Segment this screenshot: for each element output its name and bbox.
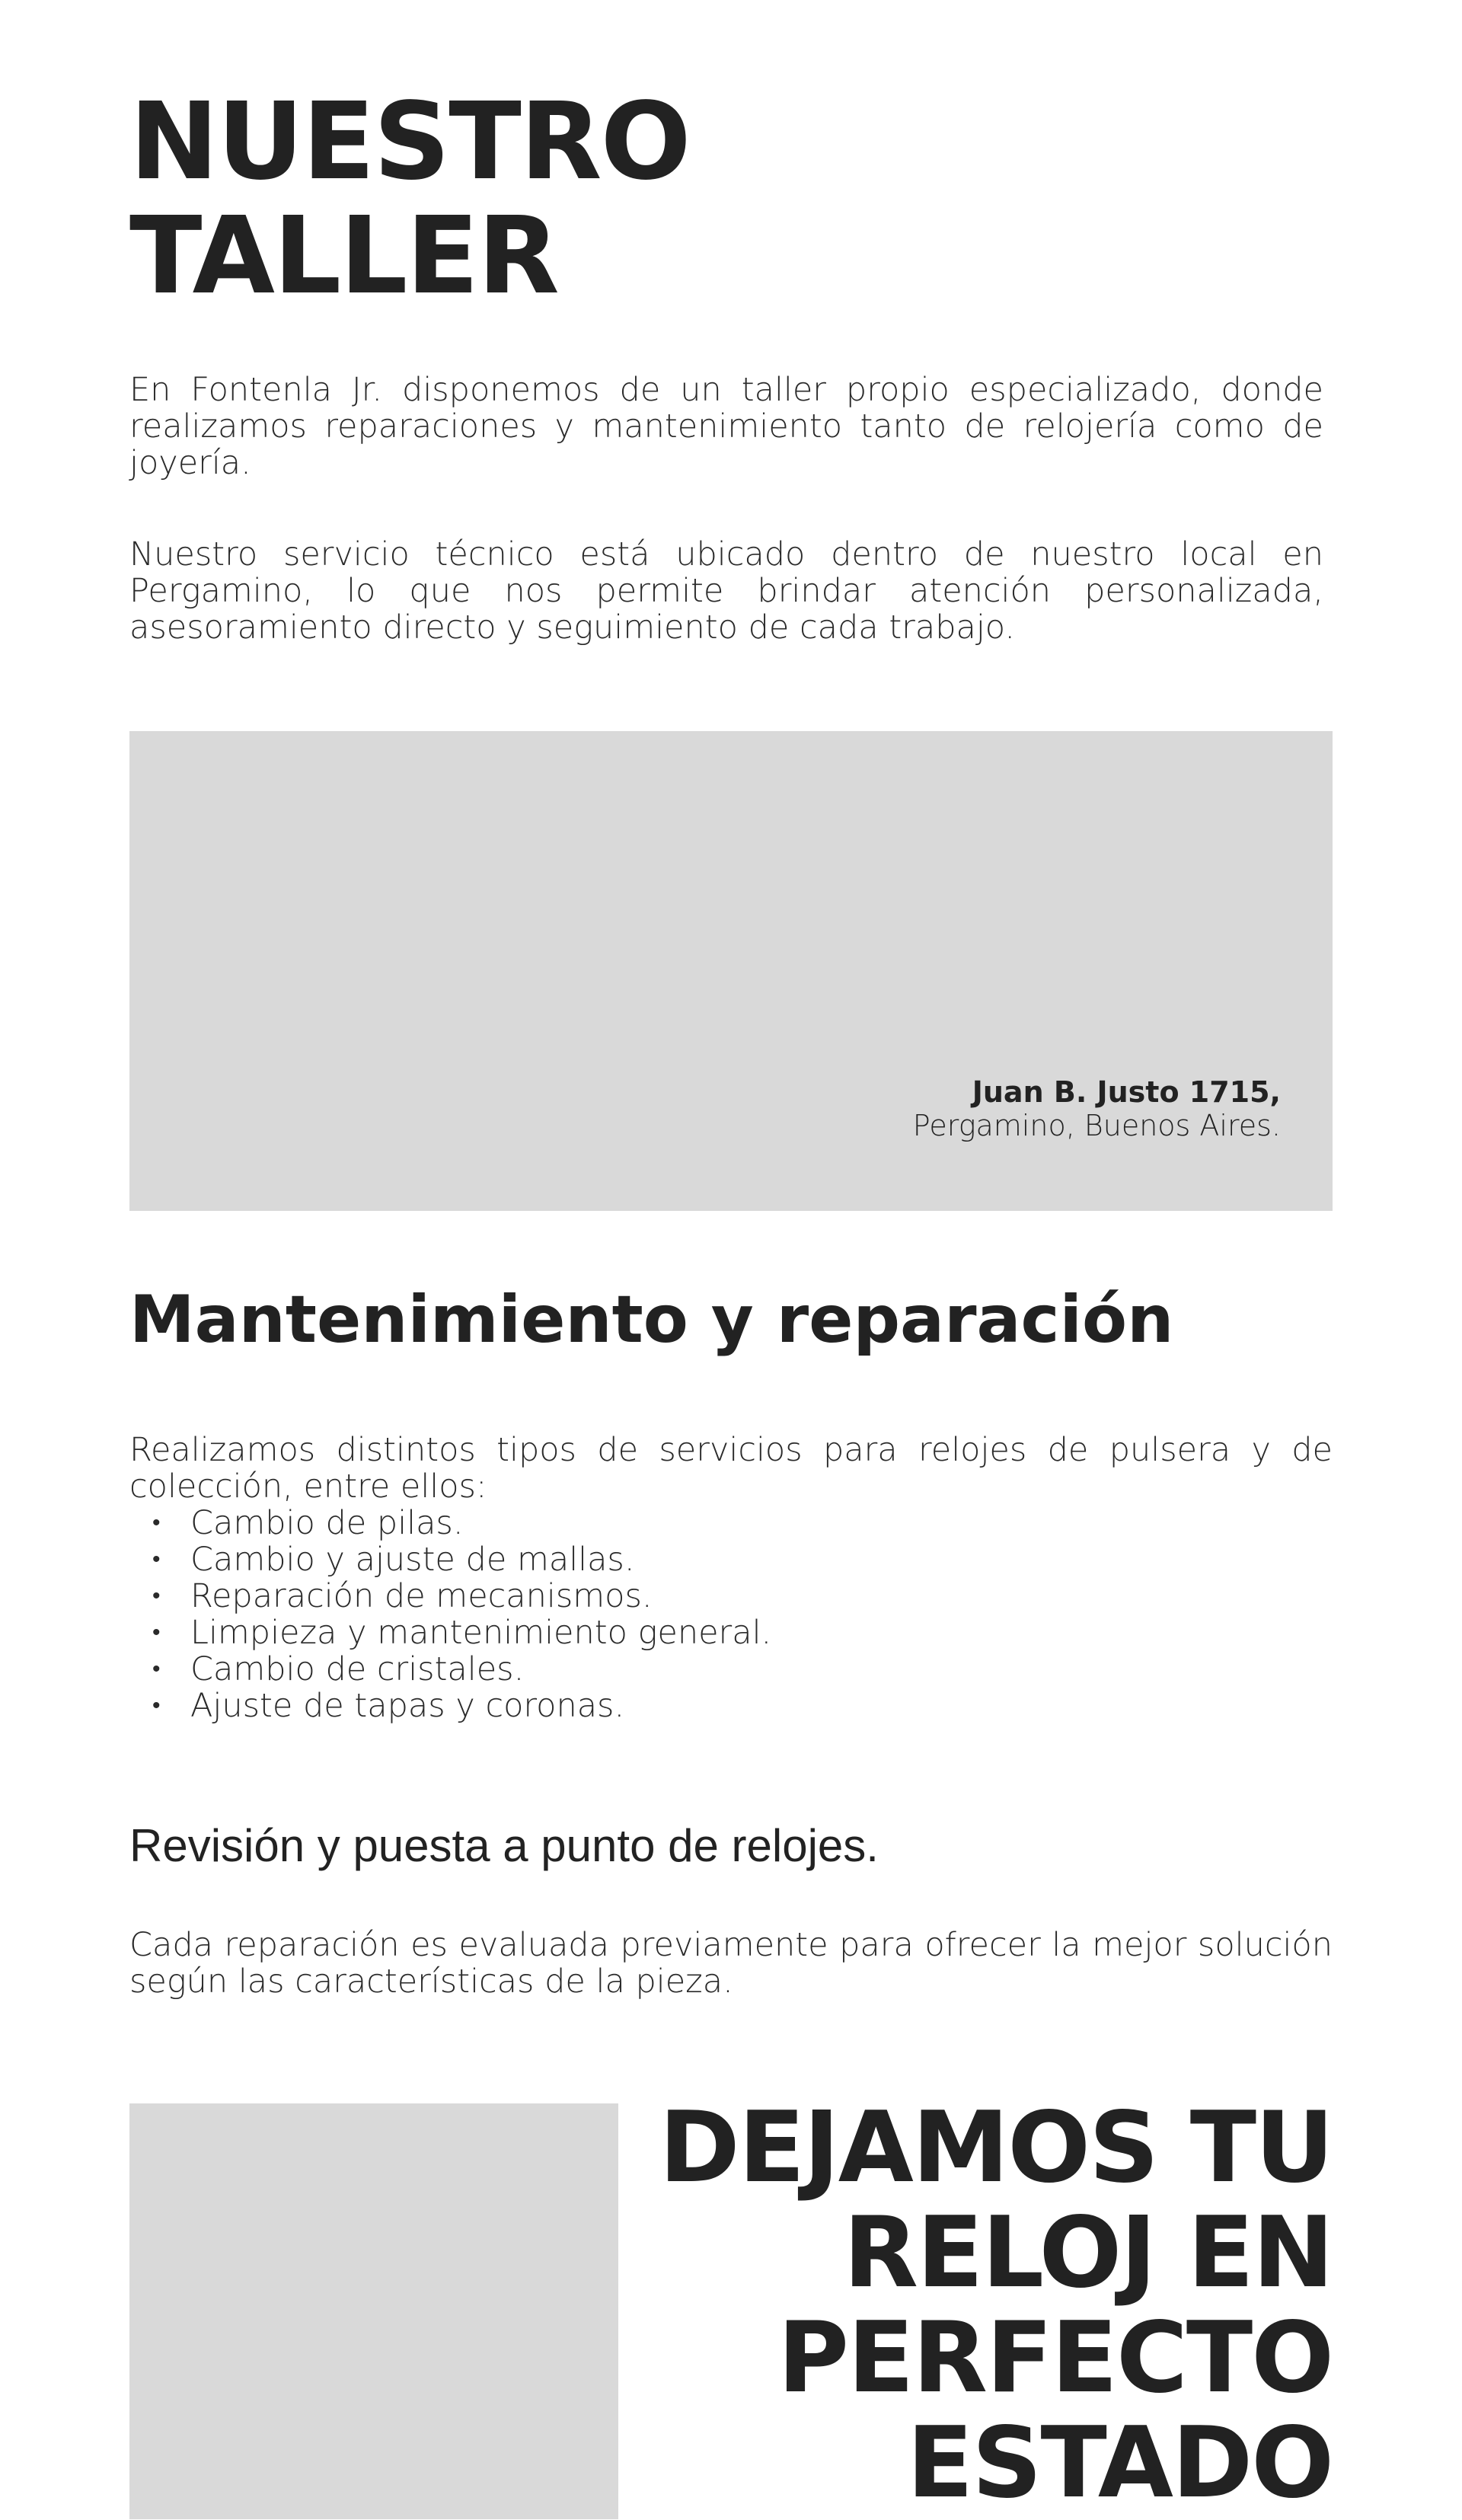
- intro-paragraph-1: En Fontenla Jr. disponemos de un taller propio especializado, donde realizamos reparaciones y mantenimiento tanto de relojería como de joyería.: [129, 371, 1323, 482]
- address-city: Pergamino, Buenos Aires.: [912, 1109, 1281, 1142]
- promo-heading: [647, 2091, 1333, 2520]
- intro-section: [129, 372, 1323, 646]
- list-item: • Cambio de pilas.: [152, 1505, 1333, 1541]
- promo-line-4: ESTADO: [906, 2407, 1333, 2520]
- address-street: Juan B. Justo 1715,: [972, 1075, 1281, 1109]
- intro-paragraph-2: Nuestro servicio técnico está ubicado dentro de nuestro local en Pergamino, lo que nos permite brindar atención personalizada, asesoramiento directo y seguimiento de cada trabajo.: [129, 535, 1323, 647]
- promo-line-2: RELOJ EN: [843, 2196, 1333, 2310]
- page-title-line-2: TALLER: [129, 194, 558, 318]
- list-item: • Limpieza y mantenimiento general.: [152, 1615, 1333, 1651]
- list-item: • Cambio de cristales.: [152, 1651, 1333, 1688]
- page-title-line-1: NUESTRO: [129, 80, 690, 204]
- promo-line-1: DEJAMOS TU: [659, 2091, 1333, 2205]
- address-block: [913, 1075, 1281, 1142]
- list-item: • Ajuste de tapas y coronas.: [152, 1688, 1333, 1724]
- services-section: [129, 1432, 1333, 1724]
- review-section: [129, 1927, 1333, 2000]
- page-title: [129, 80, 1043, 318]
- review-title: Revisión y puesta a punto de relojes.: [129, 1820, 879, 1871]
- review-text: Cada reparación es evaluada previamente para ofrecer la mejor solución según las características de la pieza.: [129, 1926, 1333, 2001]
- services-intro: Realizamos distintos tipos de servicios para relojes de pulsera y de colección, entre ellos:: [129, 1431, 1333, 1506]
- watch-image-placeholder: [129, 2103, 618, 2519]
- location-image-placeholder: [129, 731, 1333, 1211]
- maintenance-title: Mantenimiento y reparación: [129, 1282, 1174, 1358]
- list-item: • Cambio y ajuste de mallas.: [152, 1541, 1333, 1578]
- promo-line-3: PERFECTO: [777, 2301, 1333, 2415]
- services-list: [129, 1505, 1333, 1724]
- list-item: • Reparación de mecanismos.: [152, 1578, 1333, 1615]
